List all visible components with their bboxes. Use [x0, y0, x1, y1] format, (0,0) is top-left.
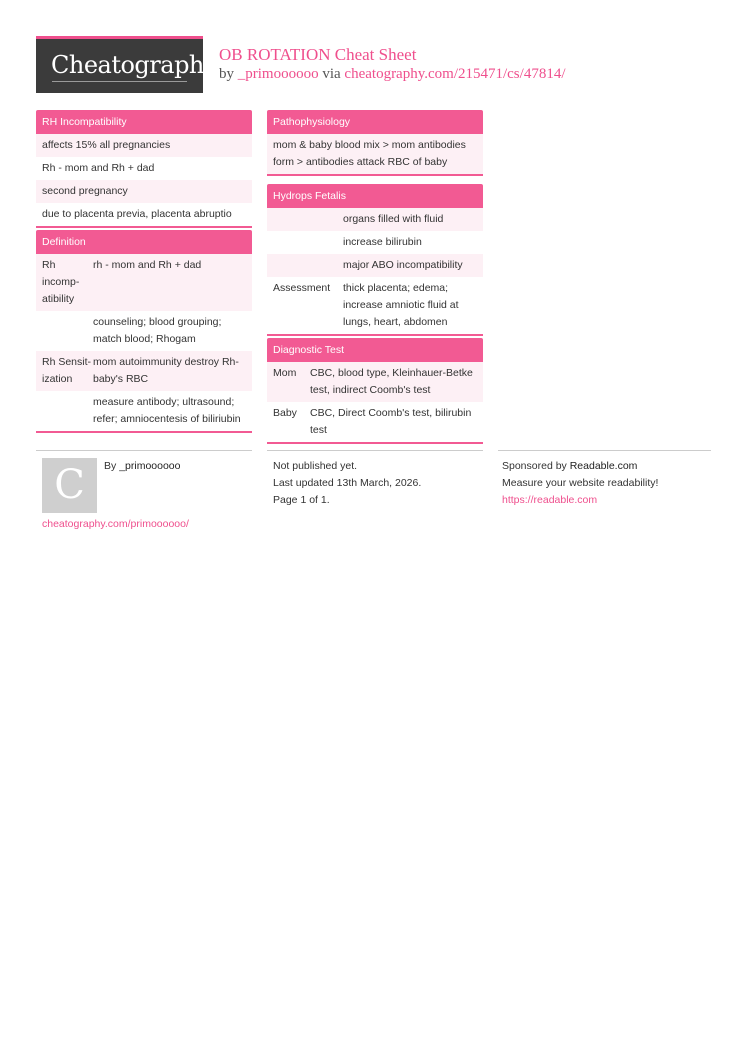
list-item: Rh - mom and Rh + dad: [42, 162, 155, 174]
byline: [219, 66, 565, 83]
section-header: Pathophysiology: [267, 110, 483, 134]
list-item: second pregnancy: [36, 180, 252, 203]
section-rh-incompatibility: [36, 110, 252, 228]
row-value: counseling; blood grouping; match blood; Rhogam: [93, 316, 222, 345]
cheatography-logo[interactable]: [36, 36, 217, 93]
footer-by: By: [104, 460, 117, 472]
section-header: RH Incompatibility: [36, 110, 252, 134]
section-diagnostic-test: [267, 338, 483, 444]
page-number-text: Page 1 of 1.: [273, 494, 330, 506]
row-key: Mom: [273, 367, 297, 379]
author-link[interactable]: _primoooooo: [237, 66, 319, 82]
section-divider: [267, 442, 483, 444]
list-item: due to placenta previa, placenta abruptio: [42, 208, 232, 220]
list-item: mom & baby blood mix > mom antibodies form > antibodies attack RBC of baby: [267, 134, 483, 174]
logo-underline: [52, 81, 187, 82]
sheet-url-link[interactable]: cheatography.com/215471/cs/47814/: [344, 66, 566, 82]
row-key: [42, 314, 93, 348]
row-value: measure antibody; ultrasound; refer; amniocentesis of biliriubin: [93, 396, 241, 425]
row-key: [273, 234, 343, 251]
page-title: OB ROTATION Cheat Sheet: [219, 45, 417, 64]
section-header: Diagnostic Test: [267, 338, 483, 362]
last-updated-text: Last updated 13th March, 2026.: [273, 477, 422, 489]
list-item: affects 15% all pregnancies: [36, 134, 252, 157]
sponsored-by-text: Sponsored by: [502, 460, 567, 472]
sponsor-tagline: Measure your website readability!: [502, 477, 659, 489]
author-avatar[interactable]: C: [42, 458, 97, 513]
row-value: mom autoimmunity destroy Rh- baby's RBC: [93, 356, 239, 385]
not-published-text: Not published yet.: [273, 460, 358, 472]
author-profile-link[interactable]: cheatography.com/primoooooo/: [42, 518, 189, 530]
section-definition: [36, 230, 252, 433]
table-row: [36, 311, 252, 351]
sponsor-name-link[interactable]: Readable.com: [569, 460, 638, 472]
row-key: [42, 394, 93, 428]
row-key: [273, 257, 343, 274]
sponsor-url-link[interactable]: https://readable.com: [502, 494, 598, 506]
row-key: Baby: [273, 407, 297, 419]
footer-divider: [36, 450, 252, 451]
row-key: Rh incompatibility: [42, 259, 80, 305]
footer-sponsor: [502, 458, 658, 509]
table-row: [36, 391, 252, 431]
section-hydrops-fetalis: [267, 184, 483, 336]
sponsor-line: [502, 458, 658, 475]
table-row: [36, 351, 252, 391]
row-value: rh - mom and Rh + dad: [93, 259, 202, 271]
table-row: [267, 208, 483, 231]
byline-by: by: [219, 66, 234, 82]
row-key: Rh Sensitization: [42, 356, 92, 385]
row-value: major ABO incompatibility: [343, 259, 463, 271]
logo-text: Cheatography: [51, 51, 217, 79]
section-header: Hydrops Fetalis: [267, 184, 483, 208]
section-header: Definition: [36, 230, 252, 254]
table-row: [267, 402, 483, 442]
section-divider: [36, 226, 252, 228]
row-value: CBC, blood type, Kleinhauer-Betke test, indirect Coomb's test: [310, 367, 473, 396]
table-row: [267, 231, 483, 254]
row-value: thick placenta; edema; increase amniotic fluid at lungs, heart, abdomen: [343, 282, 459, 328]
table-row: [36, 254, 252, 311]
footer-author: [104, 458, 180, 475]
row-value: CBC, Direct Coomb's test, bilirubin test: [310, 407, 472, 436]
footer-status: [273, 458, 421, 509]
section-divider: [36, 431, 252, 433]
table-row: [267, 277, 483, 334]
row-value: organs filled with fluid: [343, 213, 444, 225]
section-pathophysiology: [267, 110, 483, 176]
table-row: [267, 362, 483, 402]
section-divider: [267, 334, 483, 336]
table-row: [267, 254, 483, 277]
byline-via: via: [322, 66, 341, 82]
row-key: Assessment: [273, 282, 331, 294]
row-value: increase bilirubin: [343, 236, 422, 248]
footer-author-link[interactable]: _primoooooo: [119, 460, 181, 472]
footer-divider: [498, 450, 711, 451]
section-divider: [267, 174, 483, 176]
footer-divider: [267, 450, 483, 451]
row-key: [273, 211, 343, 228]
